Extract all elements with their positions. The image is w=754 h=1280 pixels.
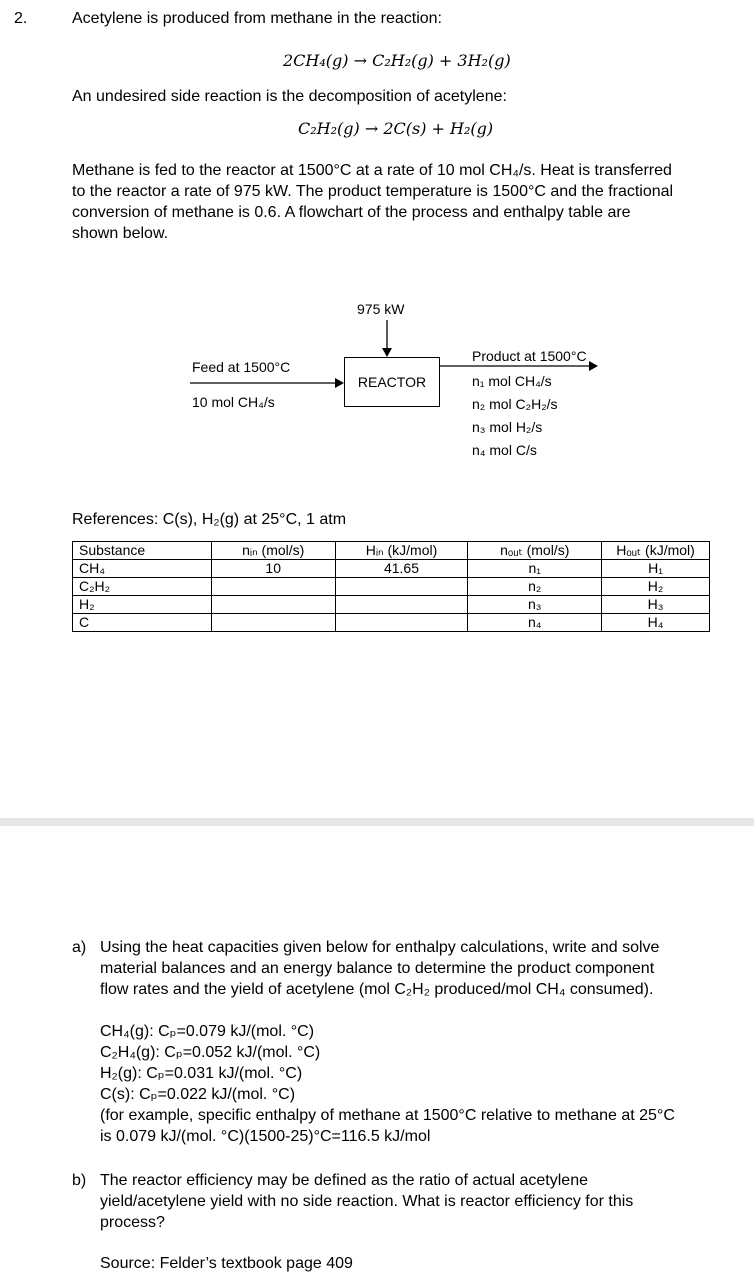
- table-cell: [211, 578, 335, 596]
- table-cell: CH₄: [73, 560, 212, 578]
- table-header: Hᵢₙ (kJ/mol): [335, 542, 468, 560]
- product-stream-item: n₃ mol H₂/s: [472, 419, 543, 435]
- table-row: [73, 560, 710, 578]
- problem-number: 2.: [14, 10, 28, 27]
- table-cell: [211, 596, 335, 614]
- intro-text: Acetylene is produced from methane in the reaction:: [72, 10, 442, 27]
- heat-capacity-item: C(s): Cₚ=0.022 kJ/(mol. °C): [100, 1086, 296, 1103]
- part-a-line: Using the heat capacities given below for enthalpy calculations, write and solve: [100, 939, 660, 956]
- part-a-line: flow rates and the yield of acetylene (mol C₂H₂ produced/mol CH₄ consumed).: [100, 981, 654, 998]
- table-row: [73, 596, 710, 614]
- table-cell: C₂H₂: [73, 578, 212, 596]
- reactor-label: REACTOR: [357, 374, 427, 390]
- table-cell: 41.65: [335, 560, 468, 578]
- heat-capacity-item: CH₄(g): Cₚ=0.079 kJ/(mol. °C): [100, 1023, 315, 1040]
- description-line: shown below.: [72, 225, 169, 242]
- table-header-row: [73, 542, 710, 560]
- product-streams: [472, 370, 558, 462]
- description-line: Methane is fed to the reactor at 1500°C at a rate of 10 mol CH₄/s. Heat is transferred: [72, 162, 672, 179]
- page-separator: [0, 818, 754, 826]
- description-line: to the reactor a rate of 975 kW. The product temperature is 1500°C and the fractional: [72, 183, 674, 200]
- table-header: Hₒᵤₜ (kJ/mol): [602, 542, 710, 560]
- table-cell: n₃: [468, 596, 602, 614]
- table-cell: n₂: [468, 578, 602, 596]
- part-b-line: yield/acetylene yield with no side reaction. What is reactor efficiency for this: [100, 1193, 634, 1210]
- enthalpy-table: [72, 541, 710, 632]
- table-cell: H₄: [602, 614, 710, 632]
- feed-label: Feed at 1500°C: [192, 359, 291, 375]
- table-cell: H₂: [73, 596, 212, 614]
- heat-input-label: 975 kW: [357, 301, 405, 317]
- feed-rate: 10 mol CH₄/s: [192, 394, 275, 410]
- source-citation: Source: Felder’s textbook page 409: [100, 1255, 353, 1272]
- example-note: (for example, specific enthalpy of methane at 1500°C relative to methane at 25°C: [100, 1107, 675, 1124]
- example-note: is 0.079 kJ/(mol. °C)(1500-25)°C=116.5 kJ/mol: [100, 1128, 431, 1145]
- table-cell: [335, 614, 468, 632]
- heat-capacity-item: H₂(g): Cₚ=0.031 kJ/(mol. °C): [100, 1065, 303, 1082]
- product-stream-item: n₁ mol CH₄/s: [472, 373, 552, 389]
- part-a-line: material balances and an energy balance to determine the product component: [100, 960, 655, 977]
- table-header: nₒᵤₜ (mol/s): [468, 542, 602, 560]
- references-text: References: C(s), H₂(g) at 25°C, 1 atm: [72, 511, 347, 528]
- reactor-box: [344, 357, 440, 407]
- table-row: [73, 578, 710, 596]
- heat-capacity-item: C₂H₄(g): Cₚ=0.052 kJ/(mol. °C): [100, 1044, 321, 1061]
- heat-capacity-list: [100, 1021, 740, 1147]
- product-label: Product at 1500°C: [472, 348, 587, 364]
- side-reaction-text: An undesired side reaction is the decomposition of acetylene:: [72, 88, 507, 105]
- part-a-question: [100, 937, 740, 1000]
- part-b-line: process?: [100, 1214, 165, 1231]
- table-cell: C: [73, 614, 212, 632]
- description-line: conversion of methane is 0.6. A flowchart of the process and enthalpy table are: [72, 204, 631, 221]
- table-row: [73, 614, 710, 632]
- reaction-side: C₂H₂(g) → 2C(s) + H₂(g): [298, 119, 494, 138]
- table-cell: H₁: [602, 560, 710, 578]
- table-cell: [211, 614, 335, 632]
- part-b-line: The reactor efficiency may be defined as the ratio of actual acetylene: [100, 1172, 588, 1189]
- table-cell: n₄: [468, 614, 602, 632]
- table-cell: n₁: [468, 560, 602, 578]
- part-a-label: a): [72, 939, 87, 956]
- table-header: nᵢₙ (mol/s): [211, 542, 335, 560]
- product-stream-item: n₄ mol C/s: [472, 442, 537, 458]
- heat-arrow: [380, 320, 394, 358]
- feed-arrow: [190, 377, 346, 389]
- table-cell: 10: [211, 560, 335, 578]
- reaction-main: 2CH₄(g) → C₂H₂(g) + 3H₂(g): [283, 51, 511, 70]
- description: [72, 160, 732, 244]
- table-cell: H₂: [602, 578, 710, 596]
- part-b-question: [100, 1170, 740, 1233]
- table-cell: [335, 596, 468, 614]
- product-stream-item: n₂ mol C₂H₂/s: [472, 396, 558, 412]
- table-header: Substance: [73, 542, 212, 560]
- table-cell: [335, 578, 468, 596]
- table-cell: H₃: [602, 596, 710, 614]
- part-b-label: b): [72, 1172, 87, 1189]
